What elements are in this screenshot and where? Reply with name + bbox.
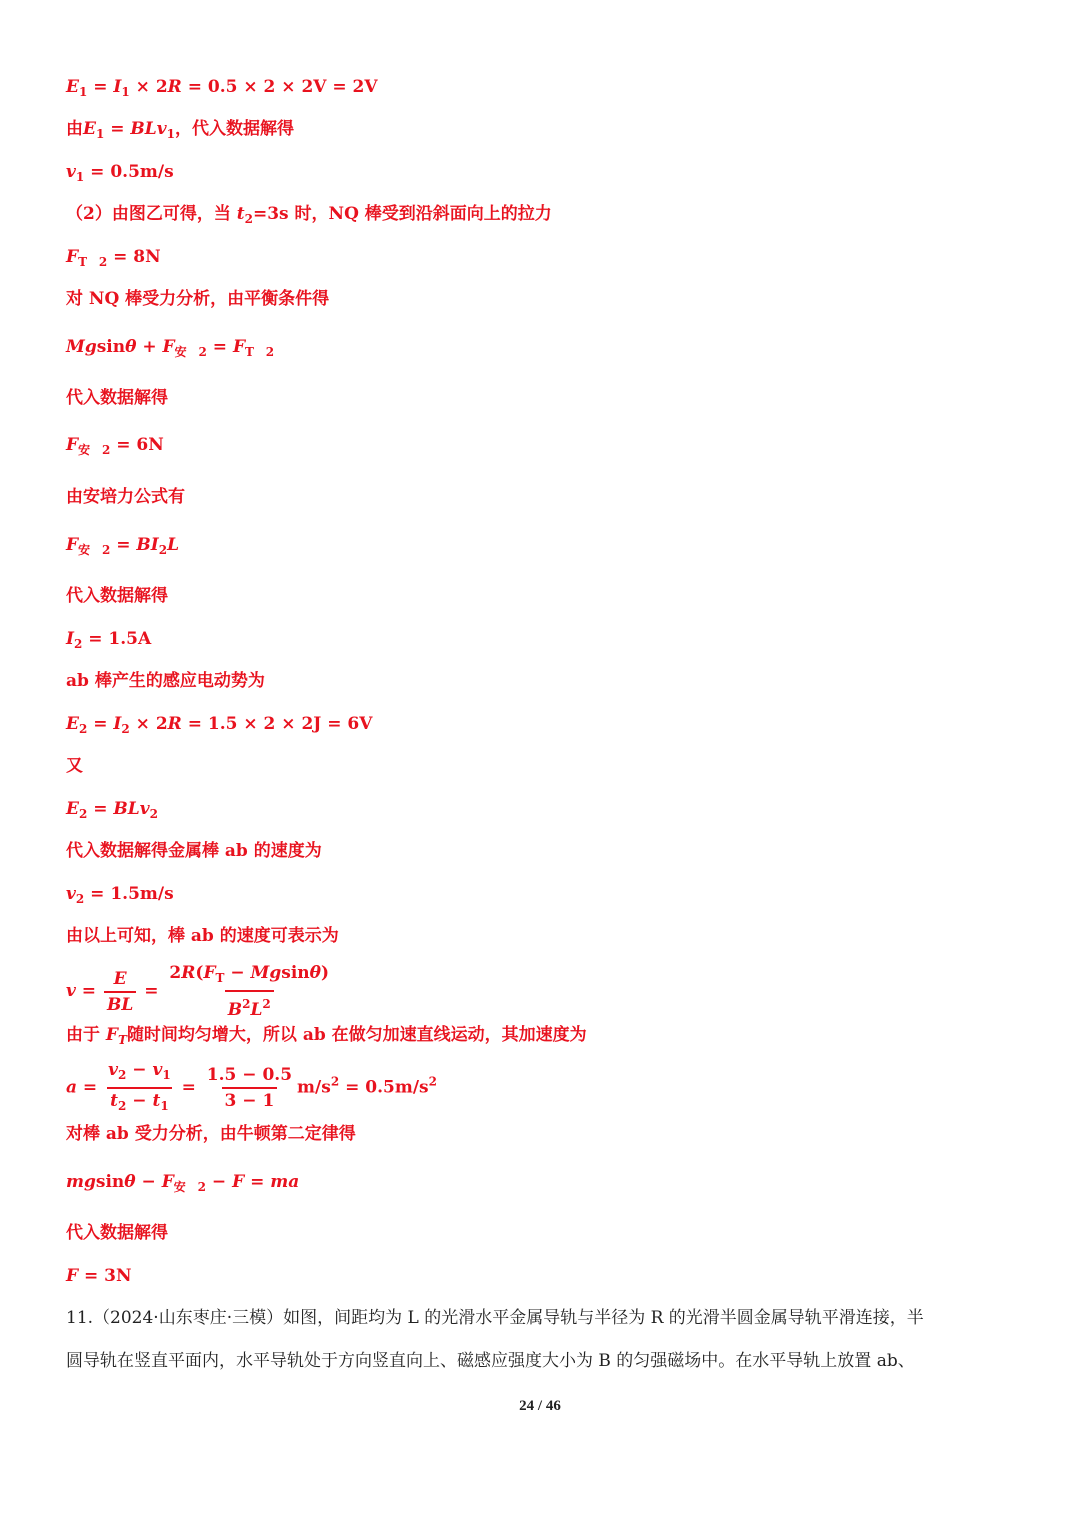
text-line: 由$E_1 = BLv_1$，代入数据解得 (66, 119, 294, 141)
text-line: 代入数据解得 (66, 586, 168, 606)
eq-v1: $v_1 = 0.5m/s$ (66, 162, 174, 184)
text-line: 对棒 ab 受力分析，由牛顿第二定律得 (66, 1124, 356, 1144)
text-line: 由安培力公式有 (66, 487, 185, 507)
eq-f: F = 3N (66, 1266, 132, 1286)
eq-acceleration: a = $\frac{v_2 - v_1}{t_2 - t_1}$ = $\frac{1.5 - 0.5}{3 - 1}$ $m/s^2 = 0.5m/s^2$ (66, 1060, 437, 1116)
eq-ft2: $F_T$ $_2$ = 8N (66, 247, 161, 269)
eq-ampere: $F_安$ $_2 = BI_2L$ (66, 535, 180, 557)
eq-e2: $E_2 = I_2 \times 2R = 1.5 \times 2 \times 2J = 6V$ (66, 714, 373, 736)
page-number: 24 / 46 (519, 1398, 561, 1414)
text-line: （2）由图乙可得，当 $t_2=3s$ 时，NQ 棒受到沿斜面向上的拉力 (66, 204, 552, 226)
eq-e2-blv: $E_2 = BLv_2$ (66, 799, 158, 821)
question-line-2: 圆导轨在竖直平面内，水平导轨处于方向竖直向上、磁感应强度大小为 B 的匀强磁场中。在水平导轨上放置 ab、 (66, 1351, 915, 1371)
eq-i2: $I_2 = 1.5A$ (66, 629, 152, 651)
text-line: 由于 $F_T$随时间均匀增大，所以 ab 在做匀加速直线运动，其加速度为 (66, 1025, 587, 1047)
eq-v2: $v_2 = 1.5m/s$ (66, 884, 174, 906)
text-line: 对 NQ 棒受力分析，由平衡条件得 (66, 289, 330, 309)
text-line: 由以上可知，棒 ab 的速度可表示为 (66, 926, 339, 946)
eq-balance: $Mgsin\theta + F_安$ $_2 = F_T$ $_2$ (66, 337, 275, 359)
text-line: ab 棒产生的感应电动势为 (66, 671, 265, 691)
eq-velocity-fraction: v = $\frac{E}{BL}$ = $\frac{2R(F_T - Mgsin\theta)}{B^2L^2}$ (66, 963, 330, 1020)
text-line: 代入数据解得 (66, 388, 168, 408)
text-line: 又 (66, 756, 83, 776)
eq-e1: $E_1 = I_1 \times 2R = 0.5 \times 2 \times 2V = 2V$ (66, 77, 378, 99)
eq-fan2: $F_安$ $_2$ = 6N (66, 435, 164, 457)
text-line: 代入数据解得 (66, 1223, 168, 1243)
text-line: 代入数据解得金属棒 ab 的速度为 (66, 841, 322, 861)
question-line-1: 11.（2024·山东枣庄·三模）如图，间距均为 L 的光滑水平金属导轨与半径为 R 的光滑半圆金属导轨平滑连接，半 (66, 1308, 924, 1328)
eq-newton: $mgsin\theta - F_安$ $_2$ − F = ma (66, 1172, 300, 1194)
